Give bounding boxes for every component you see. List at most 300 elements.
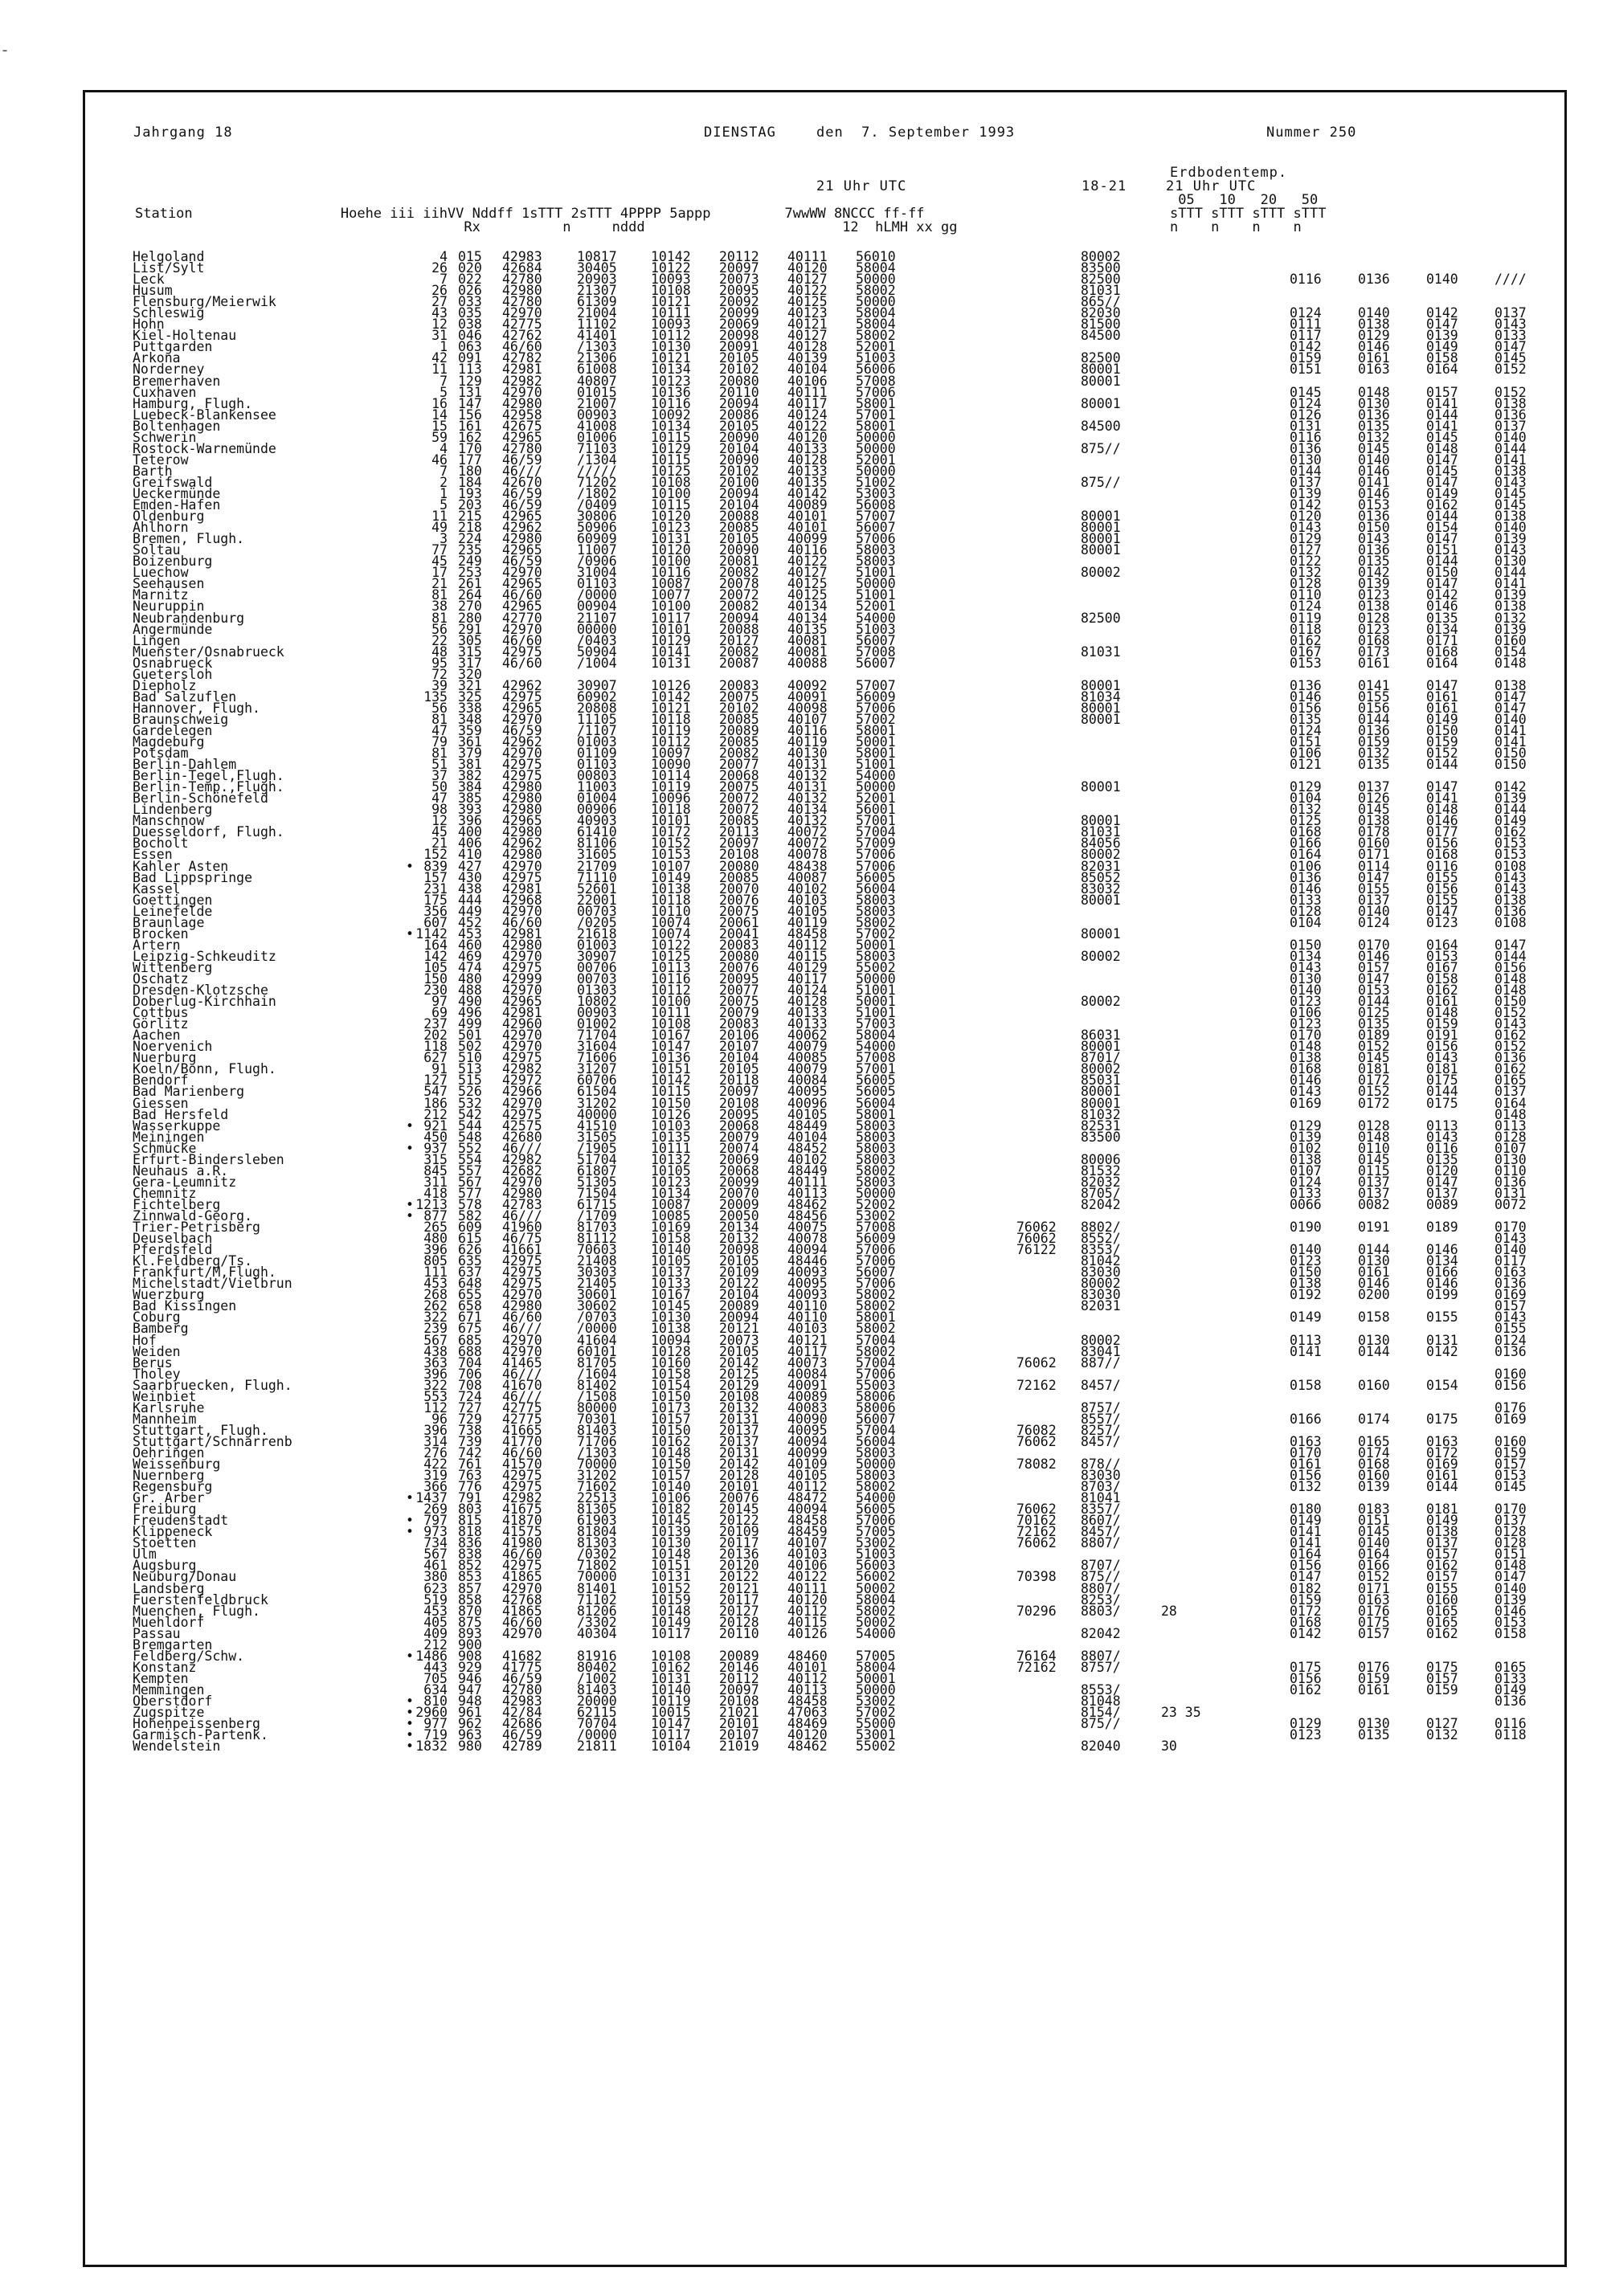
station-height: 105 — [423, 959, 448, 975]
station-index: 430 — [458, 869, 482, 885]
wind-group: /0000 — [577, 1321, 617, 1337]
soil-temp-20cm: 0149 — [1426, 339, 1458, 355]
station-index: 947 — [458, 1681, 482, 1697]
station-index: 156 — [458, 406, 482, 423]
wind-group: 40304 — [577, 1625, 617, 1641]
pressure: 40104 — [787, 1129, 828, 1145]
cloud-visibility: 42965 — [502, 813, 542, 829]
wind-group: 00000 — [577, 621, 617, 637]
temperature: 10151 — [651, 1558, 691, 1574]
dewpoint: 20090 — [719, 429, 759, 445]
station-height: 1437 — [415, 1490, 448, 1506]
pressure: 40078 — [787, 847, 828, 863]
station-height: 56 — [431, 621, 448, 637]
temperature: 10158 — [651, 1231, 691, 1247]
station-name: Luebeck-Blankensee — [133, 406, 276, 423]
pressure: 40117 — [787, 971, 828, 987]
station-index: 609 — [458, 1219, 482, 1236]
pressure-tendency: 50000 — [856, 971, 896, 987]
pressure-tendency: 57004 — [856, 1332, 896, 1348]
station-height: 98 — [431, 802, 448, 818]
pressure: 40117 — [787, 395, 828, 411]
soil-temp-5cm: 0168 — [1290, 1061, 1322, 1077]
soil-temp-50cm: 0153 — [1495, 1468, 1527, 1484]
soil-temp-5cm: 0137 — [1290, 474, 1322, 490]
soil-temp-50cm: 0162 — [1495, 1027, 1527, 1044]
pressure: 40081 — [787, 643, 828, 660]
soil-temp-5cm: 0132 — [1290, 1479, 1322, 1495]
station-index: 020 — [458, 260, 482, 276]
pressure: 40107 — [787, 711, 828, 727]
dewpoint: 20085 — [719, 813, 759, 829]
dewpoint: 20075 — [719, 779, 759, 795]
dewpoint: 20082 — [719, 643, 759, 660]
pressure-tendency: 58003 — [856, 948, 896, 964]
cloud-visibility: 42789 — [502, 1738, 542, 1755]
pressure-tendency: 50000 — [856, 1681, 896, 1697]
pressure-tendency: 52001 — [856, 339, 896, 355]
soil-temp-5cm: 0192 — [1290, 1287, 1322, 1303]
soil-temp-10cm: 0144 — [1358, 1343, 1390, 1359]
station-name: Artern — [133, 937, 181, 953]
station-name: Stuttgart/Schnarrenb — [133, 1433, 292, 1449]
station-index: 724 — [458, 1388, 482, 1404]
pressure: 40111 — [787, 249, 828, 264]
soil-temp-20cm: 0164 — [1426, 362, 1458, 378]
soil-temp-10cm: 0135 — [1358, 757, 1390, 773]
soil-temp-50cm: 0150 — [1495, 757, 1527, 773]
wind-group: /3302 — [577, 1614, 617, 1630]
soil-temp-5cm: 0190 — [1290, 1219, 1322, 1236]
dewpoint: 20105 — [719, 418, 759, 434]
soil-temp-20cm: 0143 — [1426, 1050, 1458, 1066]
station-name: List/Sylt — [133, 260, 205, 276]
dewpoint: 20112 — [719, 1670, 759, 1686]
soil-temp-10cm: 0123 — [1358, 621, 1390, 637]
soil-temp-5cm: 0138 — [1290, 1151, 1322, 1167]
soil-temp-20cm: 0147 — [1426, 903, 1458, 919]
dewpoint: 20107 — [719, 1727, 759, 1743]
cloud-visibility: 42970 — [502, 1174, 542, 1190]
pressure: 40102 — [787, 880, 828, 897]
wind-group: /1905 — [577, 1140, 617, 1156]
wind-group: /1303 — [577, 1444, 617, 1461]
pressure-tendency: 57006 — [856, 384, 896, 400]
station-height: 322 — [423, 1309, 448, 1326]
soil-temp-20cm: 0149 — [1426, 711, 1458, 727]
station-index: 685 — [458, 1332, 482, 1348]
temperature: 10116 — [651, 971, 691, 987]
pressure: 40103 — [787, 1546, 828, 1563]
wind-group: 01004 — [577, 791, 617, 807]
pressure: 40094 — [787, 1433, 828, 1449]
cloud-visibility: 46/60 — [502, 1309, 542, 1326]
cloud-visibility: 46/59 — [502, 554, 542, 570]
pressure: 48462 — [787, 1196, 828, 1212]
pressure-tendency: 57008 — [856, 643, 896, 660]
station-height: 22 — [431, 632, 448, 648]
soil-temp-10cm: 0110 — [1358, 1140, 1390, 1156]
wind-group: 21408 — [577, 1253, 617, 1269]
temperature: 10115 — [651, 497, 691, 513]
wind-group: /1002 — [577, 1670, 617, 1686]
soil-temp-20cm: 0150 — [1426, 565, 1458, 581]
cloud-group: 83030 — [1081, 1468, 1121, 1484]
pressure-tendency: 56007 — [856, 1411, 896, 1427]
station-index: 382 — [458, 768, 482, 784]
soil-temp-5cm: 0106 — [1290, 746, 1322, 762]
station-height: 734 — [423, 1535, 448, 1551]
station-name: Tholey — [133, 1366, 181, 1382]
station-name: Berlin-Schönefeld — [133, 791, 268, 807]
cloud-group: 82031 — [1081, 1298, 1121, 1314]
soil-temp-20cm: 0153 — [1426, 948, 1458, 964]
soil-temp-5cm: 0110 — [1290, 587, 1322, 603]
station-height: 438 — [423, 1343, 448, 1359]
station-index: 803 — [458, 1501, 482, 1518]
pressure: 40106 — [787, 373, 828, 389]
soil-temp-10cm: 0189 — [1358, 1027, 1390, 1044]
station-name: Luechow — [133, 565, 189, 581]
station-index: 658 — [458, 1298, 482, 1314]
pressure-tendency: 54000 — [856, 1490, 896, 1506]
soil-temp-5cm: 0125 — [1290, 813, 1322, 829]
wind-group: 50906 — [577, 520, 617, 536]
cloud-visibility: 42982 — [502, 1151, 542, 1167]
cloud-visibility: 42782 — [502, 350, 542, 366]
station-name: Chemnitz — [133, 1185, 197, 1201]
station-height: 719 — [423, 1727, 448, 1743]
dewpoint: 20080 — [719, 948, 759, 964]
wind-group: /0409 — [577, 497, 617, 513]
station-name: Koeln/Bonn, Flugh. — [133, 1061, 276, 1077]
pressure-tendency: 50000 — [856, 429, 896, 445]
wind-group: 61008 — [577, 362, 617, 378]
soil-temp-50cm: 0162 — [1495, 1061, 1527, 1077]
soil-temp-20cm: 0147 — [1426, 576, 1458, 592]
soil-temp-20cm: 0147 — [1426, 474, 1458, 490]
station-name: Brocken — [133, 925, 189, 942]
pressure: 40113 — [787, 1681, 828, 1697]
cloud-visibility: 46/59 — [502, 451, 542, 468]
soil-temp-50cm: 0128 — [1495, 1524, 1527, 1540]
soil-temp-5cm: 0182 — [1290, 1580, 1322, 1596]
pressure: 40101 — [787, 509, 828, 525]
soil-temp-50cm: 0148 — [1495, 1558, 1527, 1574]
soil-temp-50cm: 0152 — [1495, 362, 1527, 378]
temperature: 10107 — [651, 858, 691, 874]
station-height: 16 — [431, 395, 448, 411]
soil-temp-20cm: 0144 — [1426, 406, 1458, 423]
dewpoint: 20113 — [719, 824, 759, 840]
pressure-tendency: 57002 — [856, 711, 896, 727]
temperature: 10148 — [651, 1444, 691, 1461]
soil-temp-10cm: 0135 — [1358, 418, 1390, 434]
soil-temp-5cm: 0104 — [1290, 914, 1322, 930]
station-name: Muenster/Osnabrueck — [133, 643, 284, 660]
station-name: Greifswald — [133, 474, 213, 490]
soil-temp-50cm: 0138 — [1495, 395, 1527, 411]
soil-temp-20cm: 0157 — [1426, 1569, 1458, 1585]
pressure-tendency: 56006 — [856, 362, 896, 378]
dewpoint: 20128 — [719, 1468, 759, 1484]
wind-group: 70000 — [577, 1569, 617, 1585]
station-name: Wuerzburg — [133, 1287, 205, 1303]
station-height: 268 — [423, 1287, 448, 1303]
station-index: 578 — [458, 1196, 482, 1212]
station-name: Potsdam — [133, 746, 189, 762]
wind-group: 30601 — [577, 1287, 617, 1303]
temperature: 10090 — [651, 757, 691, 773]
cloud-group: 80002 — [1081, 948, 1121, 964]
dewpoint: 20121 — [719, 1580, 759, 1596]
soil-temp-20cm: 0157 — [1426, 384, 1458, 400]
temperature: 10074 — [651, 914, 691, 930]
temperature: 10125 — [651, 948, 691, 964]
wind-group: 61504 — [577, 1084, 617, 1100]
dewpoint: 20132 — [719, 1231, 759, 1247]
dewpoint: 20142 — [719, 1456, 759, 1473]
pressure: 40079 — [787, 1061, 828, 1077]
station-index: 776 — [458, 1479, 482, 1495]
soil-temp-10cm: 0135 — [1358, 1016, 1390, 1032]
margin-mark: - — [0, 40, 10, 59]
pressure-tendency: 50000 — [856, 576, 896, 592]
soil-temp-5cm: 0106 — [1290, 1005, 1322, 1021]
soil-temp-50cm: 0146 — [1495, 1603, 1527, 1619]
pressure: 40089 — [787, 1388, 828, 1404]
temperature: 10151 — [651, 1061, 691, 1077]
pressure-tendency: 58003 — [856, 892, 896, 908]
station-name: Bad Marienberg — [133, 1084, 245, 1100]
soil-temp-10cm: 0132 — [1358, 429, 1390, 445]
pressure-tendency: 50001 — [856, 937, 896, 953]
wind-group: 11105 — [577, 711, 617, 727]
pressure-tendency: 57006 — [856, 531, 896, 547]
weather-group: 76122 — [1016, 1242, 1057, 1258]
cloud-group: 82500 — [1081, 272, 1121, 288]
pressure-tendency: 58002 — [856, 1162, 896, 1179]
station-name: Pferdsfeld — [133, 1242, 213, 1258]
soil-temp-10cm: 0161 — [1358, 1681, 1390, 1697]
pressure-tendency: 58001 — [856, 1106, 896, 1122]
station-index: 557 — [458, 1162, 482, 1179]
pressure-tendency: 58002 — [856, 1298, 896, 1314]
temperature: 10138 — [651, 1321, 691, 1337]
soil-temp-10cm: 0152 — [1358, 1569, 1390, 1585]
station-index: 320 — [458, 666, 482, 682]
soil-temp-20cm: 0162 — [1426, 497, 1458, 513]
soil-temp-20cm: 0147 — [1426, 779, 1458, 795]
soil-temp-10cm: 0156 — [1358, 700, 1390, 716]
cloud-visibility: 42783 — [502, 1196, 542, 1212]
station-index: 763 — [458, 1468, 482, 1484]
wind-group: 70000 — [577, 1456, 617, 1473]
pressure-tendency: 57007 — [856, 677, 896, 693]
pressure-tendency: 56005 — [856, 1501, 896, 1518]
pressure-tendency: 58003 — [856, 1151, 896, 1167]
station-name: Osnabrueck — [133, 655, 213, 671]
soil-temp-10cm: 0126 — [1358, 791, 1390, 807]
cloud-visibility: 42970 — [502, 858, 542, 874]
wind-group: /1004 — [577, 655, 617, 671]
soil-temp-10cm: 0150 — [1358, 520, 1390, 536]
station-height: 38 — [431, 599, 448, 615]
soil-temp-50cm: 0138 — [1495, 509, 1527, 525]
soil-temp-20cm: 0171 — [1426, 632, 1458, 648]
station-index: 870 — [458, 1603, 482, 1619]
wind-group: 21811 — [577, 1738, 617, 1755]
station-name: Frankfurt/M,Flugh. — [133, 1264, 276, 1281]
pressure: 40128 — [787, 994, 828, 1010]
cloud-group: 81042 — [1081, 1253, 1121, 1269]
station-height: 553 — [423, 1388, 448, 1404]
soil-temp-10cm: 0163 — [1358, 1591, 1390, 1608]
dewpoint: 20117 — [719, 1535, 759, 1551]
pressure-tendency: 52001 — [856, 791, 896, 807]
soil-temp-10cm: 0130 — [1358, 1716, 1390, 1732]
cloud-visibility: 42975 — [502, 1264, 542, 1281]
station-name: Ueckermünde — [133, 485, 221, 501]
station-index: 858 — [458, 1591, 482, 1608]
dewpoint: 20101 — [719, 1716, 759, 1732]
soil-temp-10cm: 0135 — [1358, 554, 1390, 570]
temperature: 10131 — [651, 655, 691, 671]
soil-temp-10cm: 0130 — [1358, 1253, 1390, 1269]
pressure-tendency: 50000 — [856, 779, 896, 795]
soil-temp-50cm: 0143 — [1495, 869, 1527, 885]
cloud-visibility: 42970 — [502, 903, 542, 919]
soil-temp-10cm: 0147 — [1358, 971, 1390, 987]
wind-group: /0703 — [577, 1309, 617, 1326]
dewpoint: 20068 — [719, 1162, 759, 1179]
station-index: 727 — [458, 1399, 482, 1416]
cloud-visibility: 46/59 — [502, 1727, 542, 1743]
soil-temp-10cm: 0144 — [1358, 711, 1390, 727]
dewpoint: 20080 — [719, 858, 759, 874]
station-height: 127 — [423, 1072, 448, 1089]
wind-group: 31604 — [577, 1039, 617, 1055]
soil-temp-5cm: 0166 — [1290, 835, 1322, 852]
wind-group: 60909 — [577, 531, 617, 547]
pressure-tendency: 58002 — [856, 1321, 896, 1337]
pressure-tendency: 50000 — [856, 1456, 896, 1473]
pressure-tendency: 56007 — [856, 632, 896, 648]
wind-group: 41401 — [577, 328, 617, 344]
station-index: 729 — [458, 1411, 482, 1427]
dewpoint: 20105 — [719, 350, 759, 366]
soil-temp-50cm: 0132 — [1495, 610, 1527, 626]
soil-temp-20cm: 0160 — [1426, 1591, 1458, 1608]
pressure-tendency: 56004 — [856, 1433, 896, 1449]
cloud-visibility: 41665 — [502, 1422, 542, 1438]
pressure: 40133 — [787, 463, 828, 479]
soil-temp-50cm: 0137 — [1495, 418, 1527, 434]
year-label: Jahrgang 18 — [133, 125, 233, 141]
dewpoint: 20070 — [719, 1185, 759, 1201]
soil-temp-50cm: 0145 — [1495, 1479, 1527, 1495]
soil-temp-10cm: 0145 — [1358, 1524, 1390, 1540]
station-height: 157 — [423, 869, 448, 885]
soil-temp-5cm: 0135 — [1290, 711, 1322, 727]
dewpoint: 20074 — [719, 1140, 759, 1156]
soil-temp-5cm: 0139 — [1290, 1129, 1322, 1145]
wind-group: 51305 — [577, 1174, 617, 1190]
dewpoint: 20073 — [719, 272, 759, 288]
station-height: 150 — [423, 971, 448, 987]
weather-group: 76164 — [1016, 1648, 1057, 1664]
dewpoint: 20102 — [719, 362, 759, 378]
station-index: 305 — [458, 632, 482, 648]
soil-temp-50cm: 0138 — [1495, 599, 1527, 615]
dewpoint: 20077 — [719, 757, 759, 773]
station-index: 026 — [458, 283, 482, 299]
soil-temp-50cm: 0147 — [1495, 700, 1527, 716]
dewpoint: 20070 — [719, 880, 759, 897]
dewpoint: 20090 — [719, 542, 759, 558]
soil-temp-5cm: 0104 — [1290, 791, 1322, 807]
soil-temp-5cm: 0156 — [1290, 700, 1322, 716]
dewpoint: 20083 — [719, 1016, 759, 1032]
station-name: Bad Hersfeld — [133, 1106, 229, 1122]
soil-temp-20cm: 0147 — [1426, 677, 1458, 693]
station-height: 69 — [431, 1005, 448, 1021]
wind-gust: 23 35 — [1161, 1705, 1201, 1721]
soil-temp-10cm: 0136 — [1358, 509, 1390, 525]
soil-temp-50cm: 0158 — [1495, 1625, 1527, 1641]
cloud-visibility: 42575 — [502, 1117, 542, 1134]
soil-temp-5cm: 0119 — [1290, 610, 1322, 626]
pressure-tendency: 56007 — [856, 520, 896, 536]
wind-group: 51704 — [577, 1151, 617, 1167]
cloud-visibility: 42975 — [502, 1253, 542, 1269]
cloud-group: 82031 — [1081, 858, 1121, 874]
temperature: 10111 — [651, 1140, 691, 1156]
station-height: 186 — [423, 1095, 448, 1111]
cloud-visibility: 42981 — [502, 362, 542, 378]
station-height: 230 — [423, 983, 448, 999]
cloud-group: 80001 — [1081, 395, 1121, 411]
wind-group: 71802 — [577, 1558, 617, 1574]
soil-temp-10cm: 0137 — [1358, 779, 1390, 795]
station-height: 12 — [431, 813, 448, 829]
pressure-tendency: 54000 — [856, 1039, 896, 1055]
dewpoint: 20088 — [719, 621, 759, 637]
soil-temp-10cm: 0161 — [1358, 655, 1390, 671]
wind-group: 00906 — [577, 802, 617, 818]
cloud-visibility: 41865 — [502, 1603, 542, 1619]
station-height: 231 — [423, 880, 448, 897]
dewpoint: 20095 — [719, 283, 759, 299]
soil-temp-50cm: 0139 — [1495, 531, 1527, 547]
station-index: 510 — [458, 1050, 482, 1066]
soil-temp-50cm: 0153 — [1495, 847, 1527, 863]
soil-temp-10cm: 0137 — [1358, 1174, 1390, 1190]
soil-temp-20cm: 0165 — [1426, 1603, 1458, 1619]
station-name: Leck — [133, 272, 165, 288]
station-height: 72 — [431, 666, 448, 682]
pressure-tendency: 50002 — [856, 1614, 896, 1630]
cloud-visibility: 42975 — [502, 869, 542, 885]
temperature: 10129 — [651, 632, 691, 648]
station-index: 396 — [458, 813, 482, 829]
cloud-group: 80001 — [1081, 711, 1121, 727]
station-index: 379 — [458, 746, 482, 762]
soil-temp-20cm: 0161 — [1426, 688, 1458, 705]
soil-temp-20cm: 0189 — [1426, 1219, 1458, 1236]
cloud-group: 8807/ — [1081, 1580, 1121, 1596]
pressure: 48446 — [787, 1253, 828, 1269]
